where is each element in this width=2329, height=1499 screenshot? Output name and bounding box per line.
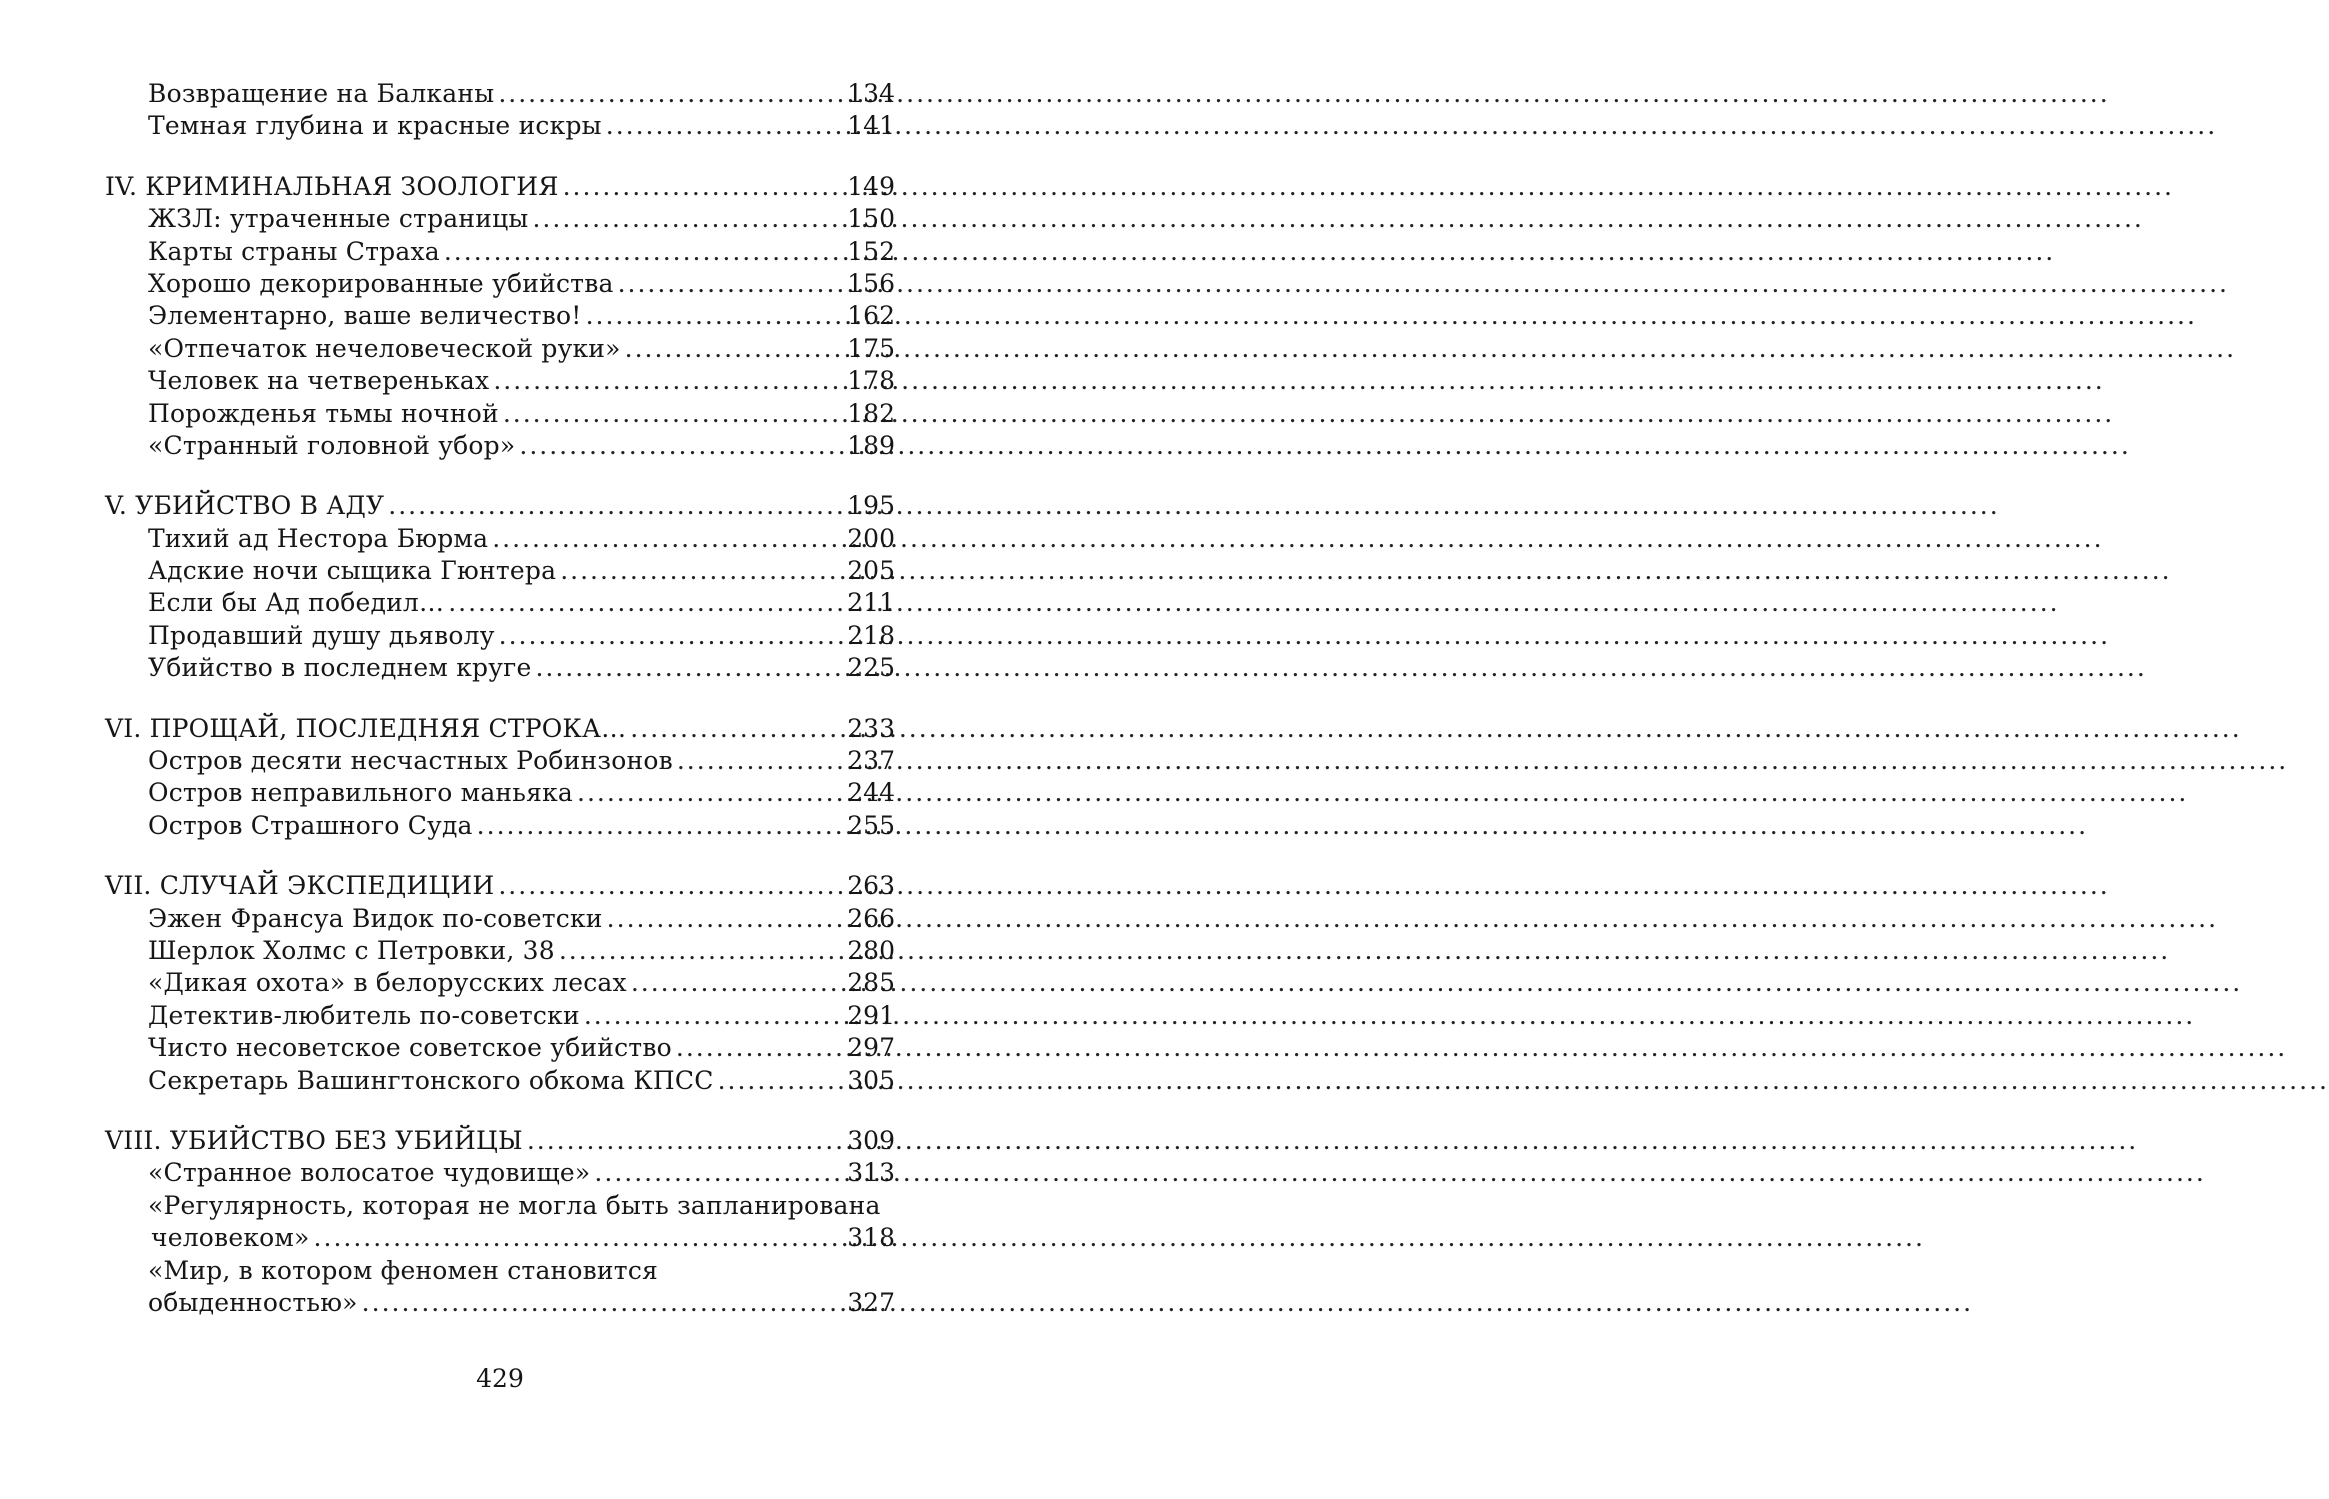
toc-entry-page: 218 bbox=[847, 620, 895, 650]
toc-entry bbox=[105, 236, 895, 268]
toc-entry bbox=[105, 333, 895, 365]
toc-entry-title: Шерлок Холмс с Петровки, 38 bbox=[148, 935, 555, 965]
toc-entry bbox=[105, 935, 895, 967]
toc-part-title: VIII. УБИЙСТВО БЕЗ УБИЙЦЫ bbox=[105, 1125, 523, 1155]
toc-part-page: 149 bbox=[847, 171, 895, 201]
toc-entry-page: 297 bbox=[847, 1033, 895, 1063]
dot-leader bbox=[594, 1157, 843, 1189]
toc-entry-page: 141 bbox=[847, 111, 895, 141]
dot-leader bbox=[559, 935, 843, 967]
toc-entry bbox=[105, 203, 895, 235]
toc-entry-page: 318 bbox=[847, 1223, 895, 1253]
table-of-contents bbox=[105, 78, 895, 1319]
toc-entry bbox=[105, 365, 895, 397]
dot-leader bbox=[492, 523, 843, 555]
toc-entry bbox=[105, 110, 895, 142]
toc-entry-title: Продавший душу дьяволу bbox=[148, 620, 495, 650]
toc-entry-title: «Отпечаток нечеловеческой руки» bbox=[148, 333, 621, 363]
dot-leader bbox=[519, 430, 843, 462]
toc-entry-title: Возвращение на Балканы bbox=[148, 79, 495, 108]
toc-section-vii bbox=[105, 870, 895, 1097]
toc-entry-title-line1: «Регулярность, которая не могла быть запланирована bbox=[148, 1190, 881, 1220]
toc-entry-title: Остров неправильного маньяка bbox=[148, 778, 573, 808]
dot-leader bbox=[503, 398, 843, 430]
toc-part-page: 309 bbox=[847, 1125, 895, 1155]
toc-entry bbox=[105, 777, 895, 809]
dot-leader bbox=[718, 1065, 844, 1097]
toc-entry-page: 162 bbox=[847, 301, 895, 331]
toc-entry bbox=[105, 620, 895, 652]
toc-entry bbox=[105, 268, 895, 300]
dot-leader bbox=[677, 745, 843, 777]
toc-entry bbox=[105, 1065, 895, 1097]
toc-entry-page: 291 bbox=[847, 1000, 895, 1030]
toc-entry bbox=[105, 78, 895, 110]
toc-part-heading bbox=[105, 1125, 895, 1157]
toc-entry-page: 200 bbox=[847, 523, 895, 553]
dot-leader bbox=[498, 870, 843, 902]
toc-entry bbox=[105, 587, 895, 619]
toc-entry-title: «Странное волосатое чудовище» bbox=[148, 1158, 591, 1188]
toc-entry bbox=[105, 300, 895, 332]
toc-part-heading bbox=[105, 171, 895, 203]
dot-leader bbox=[535, 652, 843, 684]
toc-entry-page: 175 bbox=[847, 333, 895, 363]
toc-entry bbox=[105, 1000, 895, 1032]
dot-leader bbox=[625, 333, 844, 365]
toc-entry-page: 182 bbox=[847, 398, 895, 428]
toc-entry-continuation bbox=[105, 1222, 895, 1254]
dot-leader bbox=[584, 1000, 843, 1032]
toc-part-title: VI. ПРОЩАЙ, ПОСЛЕДНЯЯ СТРОКА… bbox=[105, 713, 627, 743]
toc-part-heading bbox=[105, 713, 895, 745]
toc-entry-page: 313 bbox=[847, 1158, 895, 1188]
toc-entry bbox=[105, 1157, 895, 1189]
dot-leader bbox=[499, 620, 844, 652]
dot-leader bbox=[498, 78, 843, 110]
toc-part-title: V. УБИЙСТВО В АДУ bbox=[105, 491, 385, 521]
toc-entry-page: 285 bbox=[847, 968, 895, 998]
toc-entry-title: Эжен Франсуа Видок по-советски bbox=[148, 903, 603, 933]
toc-entry-title: Остров Страшного Суда bbox=[148, 810, 473, 840]
toc-entry-title: Адские ночи сыщика Гюнтера bbox=[148, 556, 557, 586]
toc-entry bbox=[105, 398, 895, 430]
toc-entry bbox=[105, 745, 895, 777]
toc-entry-title: Порожденья тьмы ночной bbox=[148, 398, 499, 428]
page-number: 429 bbox=[476, 1364, 524, 1393]
dot-leader bbox=[314, 1222, 844, 1254]
dot-leader bbox=[560, 555, 843, 587]
toc-section-continuation bbox=[105, 78, 895, 143]
toc-entry-page: 305 bbox=[847, 1065, 895, 1095]
toc-entry-title: «Дикая охота» в белорусских лесах bbox=[148, 968, 627, 998]
toc-entry-title: Секретарь Вашингтонского обкома КПСС bbox=[148, 1065, 714, 1095]
dot-leader bbox=[444, 236, 843, 268]
toc-entry bbox=[105, 903, 895, 935]
toc-entry-title: Элементарно, ваше величество! bbox=[148, 301, 582, 331]
dot-leader bbox=[630, 713, 843, 745]
toc-entry bbox=[105, 1032, 895, 1064]
dot-leader bbox=[388, 490, 843, 522]
toc-entry-title: Детектив-любитель по-советски bbox=[148, 1000, 580, 1030]
toc-part-page: 195 bbox=[847, 491, 895, 521]
toc-section-vi bbox=[105, 713, 895, 843]
toc-entry-page: 255 bbox=[847, 810, 895, 840]
toc-entry-page: 327 bbox=[847, 1287, 895, 1317]
toc-entry-title-line2: обыденностью» bbox=[148, 1287, 358, 1317]
toc-entry-page: 156 bbox=[847, 268, 895, 298]
toc-section-iv bbox=[105, 171, 895, 463]
toc-entry-title-line1: «Мир, в котором феномен становится bbox=[148, 1255, 658, 1285]
toc-entry-title: Чисто несоветское советское убийство bbox=[148, 1033, 672, 1063]
toc-entry-title: Тихий ад Нестора Бюрма bbox=[148, 523, 489, 553]
toc-entry-page: 189 bbox=[847, 430, 895, 460]
toc-entry-title: Человек на четвереньках bbox=[148, 366, 490, 396]
toc-entry bbox=[105, 652, 895, 684]
toc-entry-title: Остров десяти несчастных Робинзонов bbox=[148, 746, 673, 776]
toc-entry-page: 150 bbox=[847, 204, 895, 234]
toc-entry-page: 280 bbox=[847, 935, 895, 965]
dot-leader bbox=[527, 1125, 843, 1157]
toc-entry-title: Убийство в последнем круге bbox=[148, 653, 532, 683]
toc-entry-first-line bbox=[105, 1255, 895, 1287]
toc-entry-page: 244 bbox=[847, 778, 895, 808]
toc-part-heading bbox=[105, 870, 895, 902]
toc-entry-first-line bbox=[105, 1190, 895, 1222]
toc-entry-continuation bbox=[105, 1287, 895, 1319]
toc-section-v bbox=[105, 490, 895, 684]
toc-entry-page: 225 bbox=[847, 653, 895, 683]
toc-entry-title: ЖЗЛ: утраченные страницы bbox=[148, 204, 529, 234]
dot-leader bbox=[448, 587, 843, 619]
dot-leader bbox=[362, 1287, 844, 1319]
dot-leader bbox=[631, 967, 843, 999]
dot-leader bbox=[577, 777, 843, 809]
toc-part-title: IV. КРИМИНАЛЬНАЯ ЗООЛОГИЯ bbox=[105, 171, 559, 201]
dot-leader bbox=[493, 365, 843, 397]
toc-entry-page: 205 bbox=[847, 556, 895, 586]
toc-part-page: 263 bbox=[847, 871, 895, 901]
toc-entry bbox=[105, 810, 895, 842]
toc-entry bbox=[105, 430, 895, 462]
toc-entry-page: 134 bbox=[847, 79, 895, 108]
toc-entry bbox=[105, 555, 895, 587]
toc-entry bbox=[105, 967, 895, 999]
toc-entry-page: 211 bbox=[847, 588, 895, 618]
dot-leader bbox=[606, 110, 844, 142]
dot-leader bbox=[618, 268, 844, 300]
toc-entry-title: Карты страны Страха bbox=[148, 236, 440, 266]
toc-entry-title: Хорошо декорированные убийства bbox=[148, 268, 614, 298]
toc-entry bbox=[105, 523, 895, 555]
dot-leader bbox=[477, 810, 844, 842]
toc-entry-page: 178 bbox=[847, 366, 895, 396]
toc-part-page: 233 bbox=[847, 713, 895, 743]
toc-entry-title: Темная глубина и красные искры bbox=[148, 111, 602, 141]
toc-part-heading bbox=[105, 490, 895, 522]
toc-entry-title-line2: человеком» bbox=[151, 1223, 310, 1253]
toc-part-title: VII. СЛУЧАЙ ЭКСПЕДИЦИИ bbox=[105, 871, 495, 901]
toc-entry-title: «Странный головной убор» bbox=[148, 430, 516, 460]
toc-entry-page: 237 bbox=[847, 746, 895, 776]
dot-leader bbox=[563, 171, 844, 203]
dot-leader bbox=[607, 903, 844, 935]
toc-entry-title: Если бы Ад победил… bbox=[148, 588, 445, 618]
dot-leader bbox=[676, 1032, 843, 1064]
toc-entry-page: 266 bbox=[847, 903, 895, 933]
dot-leader bbox=[586, 300, 844, 332]
toc-entry-page: 152 bbox=[847, 236, 895, 266]
toc-section-viii bbox=[105, 1125, 895, 1319]
dot-leader bbox=[532, 203, 843, 235]
